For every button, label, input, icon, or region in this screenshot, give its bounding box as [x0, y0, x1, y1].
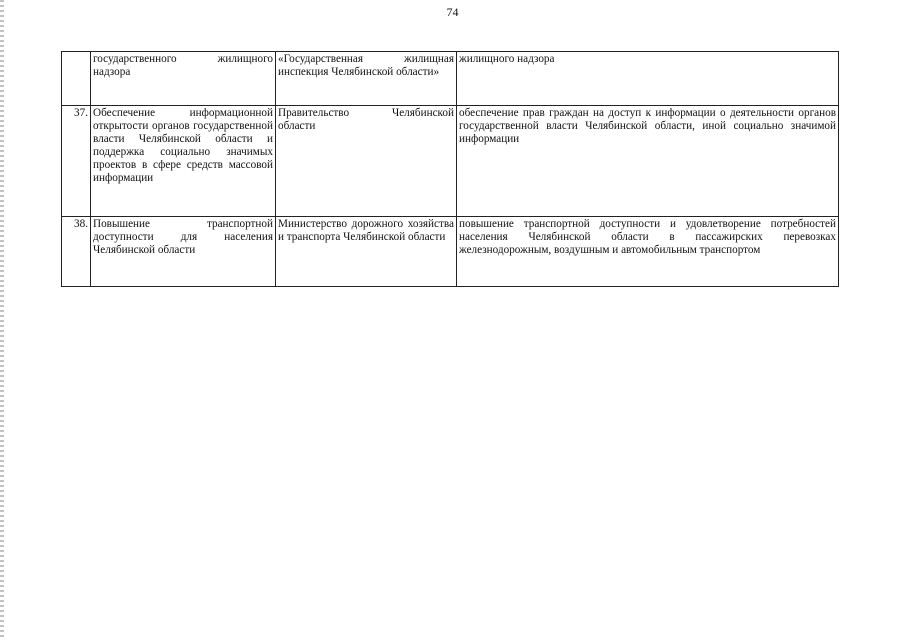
- page-number: 74: [446, 5, 459, 19]
- executor-cell: Правительство Челябинской области: [276, 106, 457, 217]
- table-row: [62, 106, 839, 217]
- table-row: [62, 52, 839, 106]
- program-name-cell: Повышение транспортной доступности для населения Челябинской области: [91, 217, 276, 287]
- table-row: [62, 217, 839, 287]
- executor-cell: Министерство дорожного хозяйства и транспорта Челябинской области: [276, 217, 457, 287]
- goal-cell: жилищного надзора: [457, 52, 839, 106]
- goal-cell: обеспечение прав граждан на доступ к информации о деятельности органов государственной власти Челябинской области, иной социально значимой информации: [457, 106, 839, 217]
- scan-left-edge: [0, 0, 4, 640]
- row-number: 37.: [62, 106, 91, 217]
- program-table: [61, 51, 839, 287]
- row-number: 38.: [62, 217, 91, 287]
- goal-cell: повышение транспортной доступности и удовлетворение потребностей населения Челябинской области в пассажирских перевозках железнодорожным, воздушным и автомобильным транспортом: [457, 217, 839, 287]
- program-name-cell: государственного жилищного надзора: [91, 52, 276, 106]
- row-number: [62, 52, 91, 106]
- program-name-cell: Обеспечение информационной открытости органов государственной власти Челябинской области и поддержка социально значимых проектов в сфере средств массовой информации: [91, 106, 276, 217]
- executor-cell: «Государственная жилищная инспекция Челябинской области»: [276, 52, 457, 106]
